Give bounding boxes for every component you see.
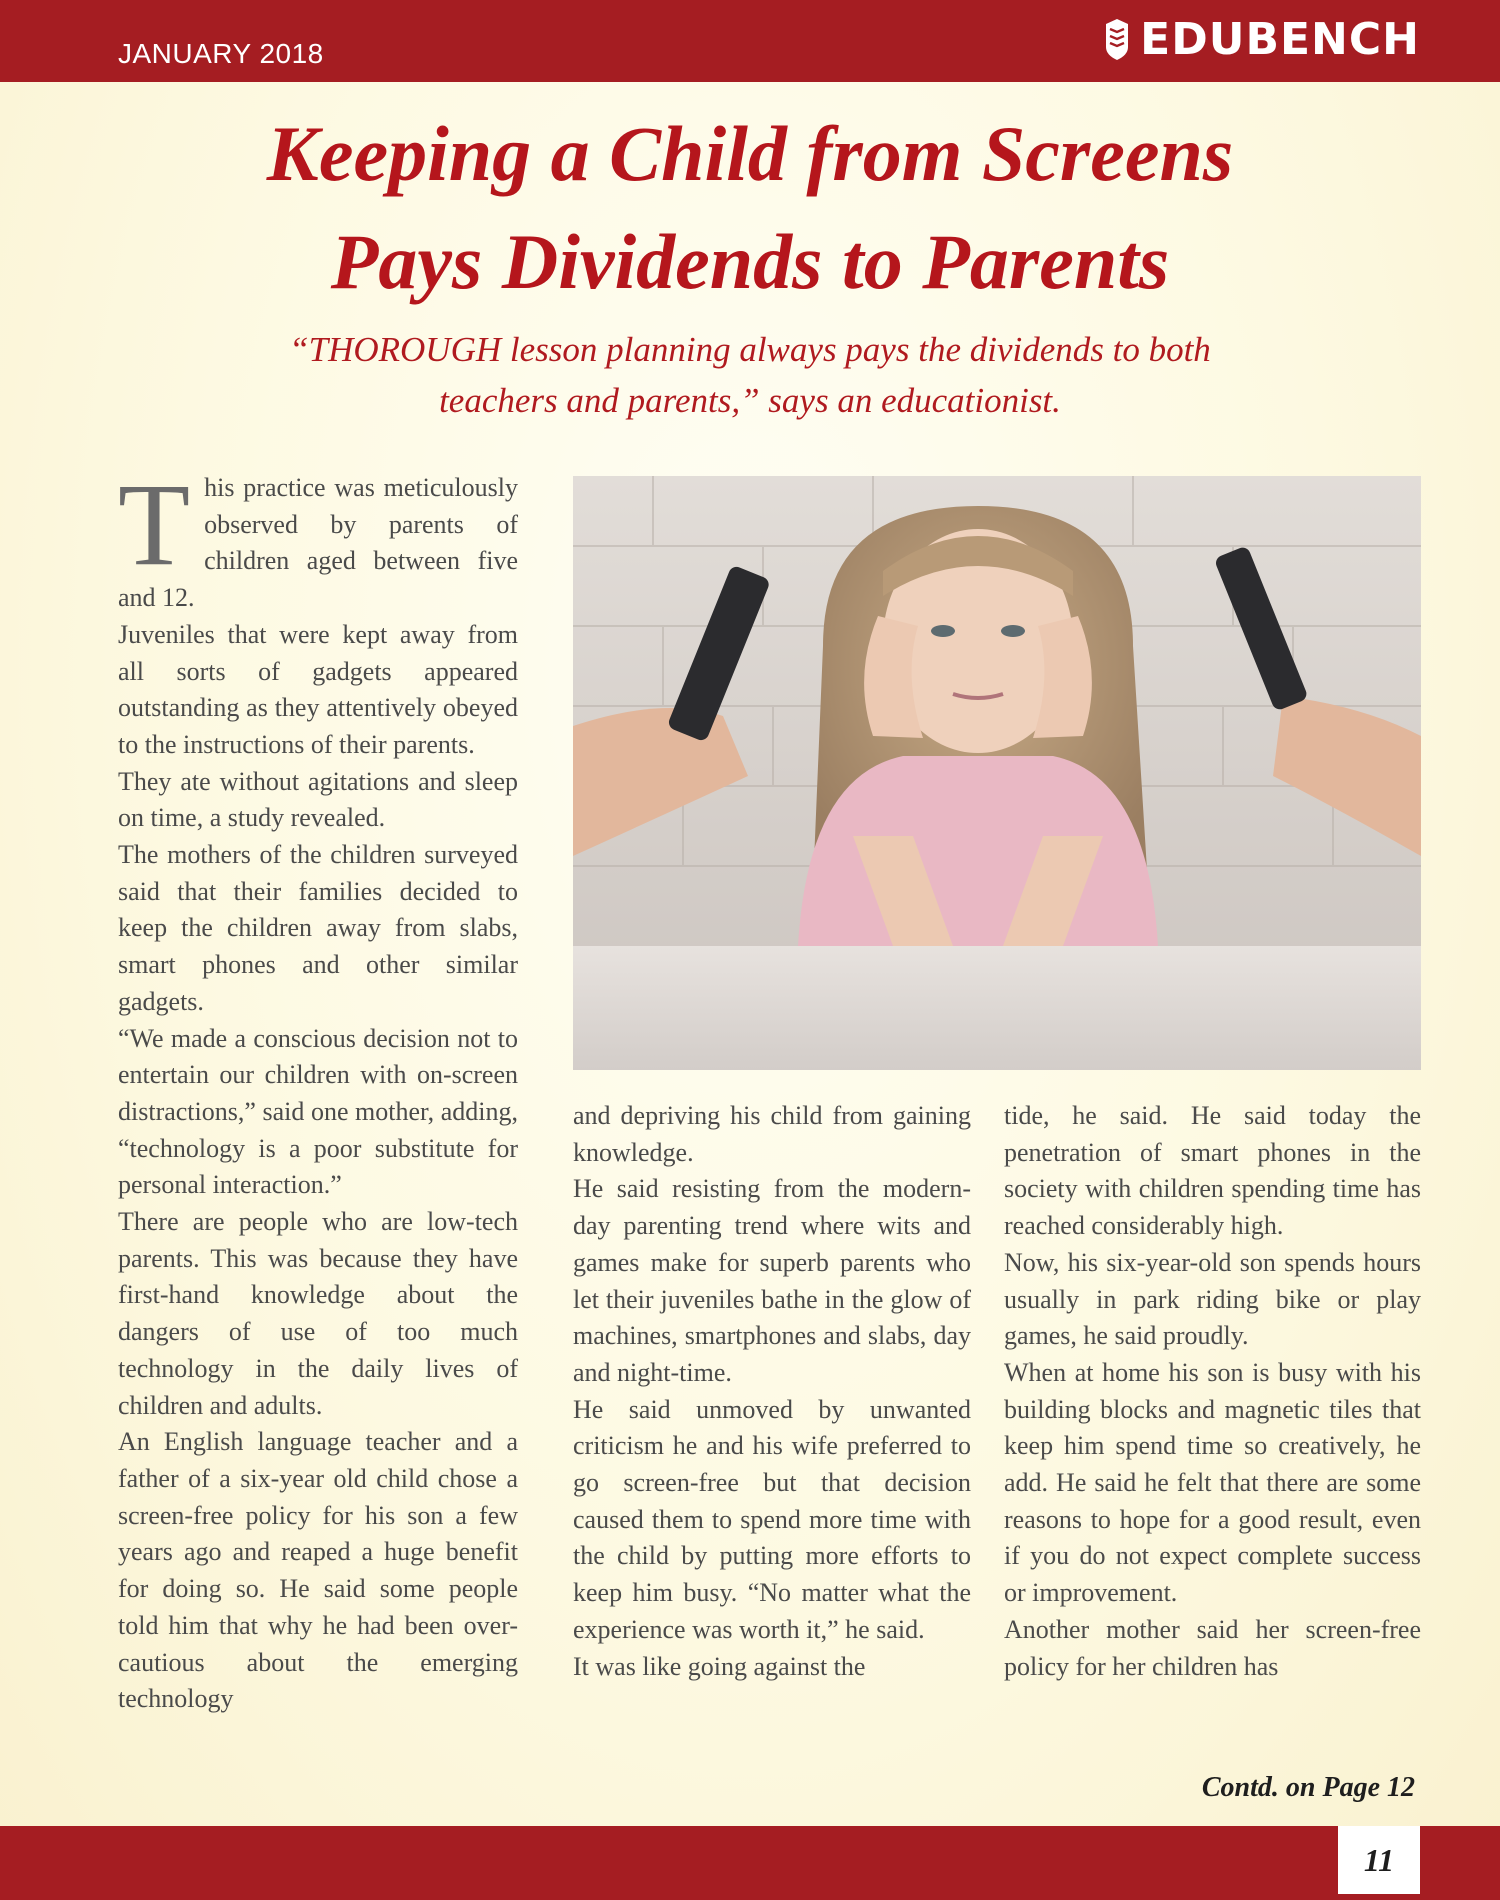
paragraph: Juveniles that were kept away from all sorts of gadgets appeared outstanding as they attentively obeyed to the instructions of their parents. xyxy=(118,619,518,759)
title-line-2: Pays Dividends to Parents xyxy=(330,218,1170,305)
footer-band xyxy=(0,1826,1500,1900)
continued-link[interactable]: Contd. on Page 12 xyxy=(1201,1772,1415,1803)
paragraph: An English language teacher and a father of a six-year old child chose a screen-free policy for his son a few years ago and reaped a huge benefit for doing so. He said some people told him that why he had been over-cautious about the emerging technology xyxy=(118,1427,518,1714)
page-number: 11 xyxy=(1363,1841,1395,1878)
article-column-2 xyxy=(573,1098,971,1685)
paragraph: tide, he said. He said today the penetration of smart phones in the society with children spending time has reached considerably high. xyxy=(1004,1101,1421,1241)
article-deck xyxy=(0,324,1500,426)
title-line-1: Keeping a Child from Screens xyxy=(266,110,1234,197)
article-column-1 xyxy=(118,459,518,1718)
paragraph xyxy=(118,459,518,617)
paragraph: Now, his six-year-old son spends hours usually in park riding bike or play games, he said proudly. xyxy=(1004,1247,1421,1351)
book-shield-icon xyxy=(1104,17,1130,61)
paragraph: “We made a conscious decision not to entertain our children with on-screen distractions,” said one mother, adding, “technology is a poor substitute for personal interaction.” xyxy=(118,1023,518,1200)
deck-line-1: “THOROUGH lesson planning always pays the dividends to both xyxy=(289,330,1211,369)
paragraph: When at home his son is busy with his building blocks and magnetic tiles that keep him spend time so creatively, he add. He said he felt that there are some reasons to hope for a good result, even if you do not expect complete success or improvement. xyxy=(1004,1357,1421,1608)
paragraph: There are people who are low-tech parents. This was because they have first-hand knowledge about the dangers of use of too much technology in the daily lives of children and adults. xyxy=(118,1207,518,1420)
article-title xyxy=(0,100,1500,316)
paragraph: They ate without agitations and sleep on time, a study revealed. xyxy=(118,766,518,833)
deck-line-2: teachers and parents,” says an educationist. xyxy=(439,381,1061,420)
brand-logo xyxy=(1104,14,1420,64)
article-column-3 xyxy=(1004,1098,1421,1685)
paragraph: He said resisting from the modern-day parenting trend where wits and games make for superb parents who let their juveniles bathe in the glow of machines, smartphones and slabs, day and night-time. xyxy=(573,1174,971,1387)
paragraph-text: his practice was meticulously observed by parents of children aged between five and 12. xyxy=(118,473,518,613)
paragraph: Another mother said her screen-free policy for her children has xyxy=(1004,1614,1421,1681)
paragraph: He said unmoved by unwanted criticism he and his wife preferred to go screen-free but that decision caused them to spend more time with the child by putting more efforts to keep him busy. “No matter what the experience was worth it,” he said. xyxy=(573,1394,971,1644)
article-photo xyxy=(573,476,1421,1070)
paragraph: The mothers of the children surveyed said that their families decided to keep the children away from slabs, smart phones and other similar gadgets. xyxy=(118,840,518,1016)
paragraph: and depriving his child from gaining knowledge. xyxy=(573,1101,971,1167)
drop-cap: T xyxy=(118,459,191,590)
issue-date: JANUARY 2018 xyxy=(118,38,324,69)
brand-name: EDUBENCH xyxy=(1140,13,1420,65)
paragraph: It was like going against the xyxy=(573,1651,866,1681)
page-number-box xyxy=(1338,1826,1420,1894)
